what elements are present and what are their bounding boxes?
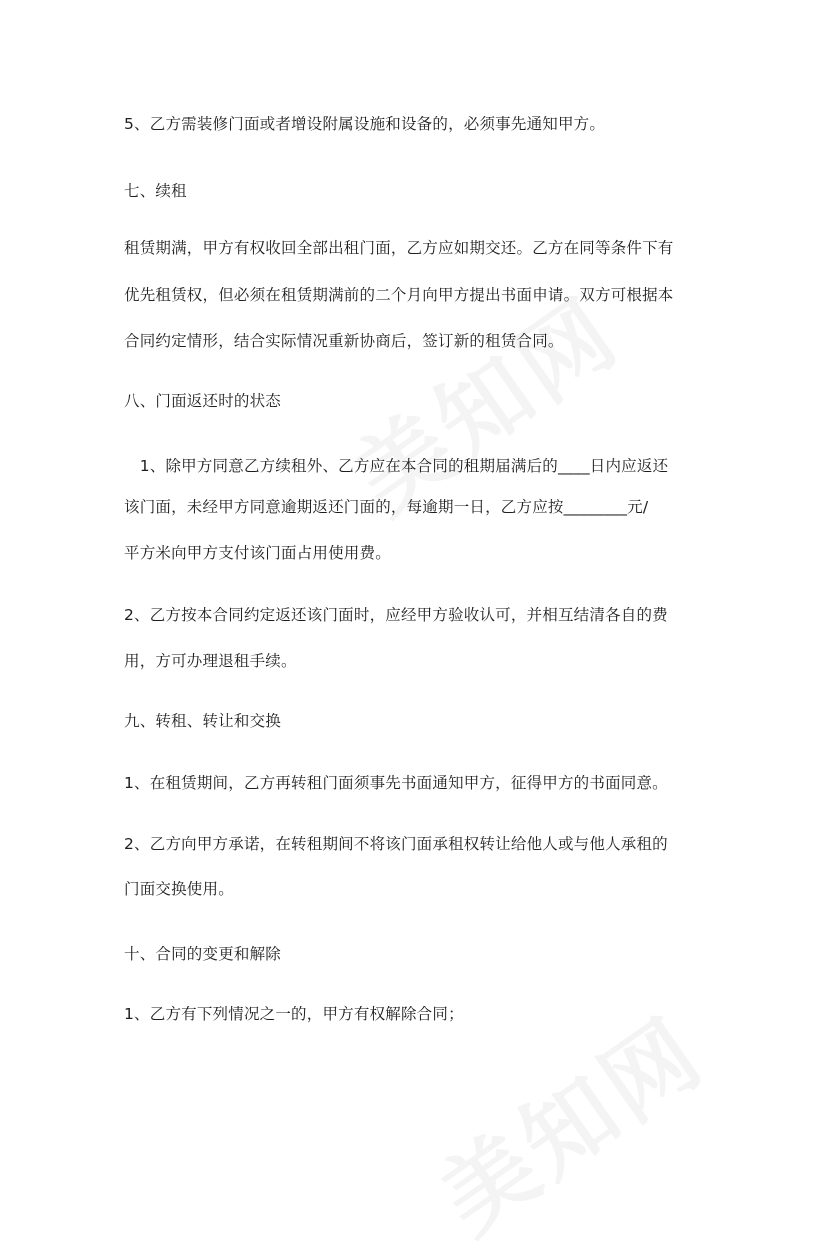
section-heading-renewal: 七、续租 bbox=[124, 182, 187, 200]
paragraph-line: 1、在租赁期间，乙方再转租门面须事先书面通知甲方，征得甲方的书面同意。 bbox=[124, 774, 668, 792]
paragraph-line: 该门面，未经甲方同意逾期返还门面的，每逾期一日，乙方应按________元/ bbox=[124, 498, 649, 516]
paragraph-line: 1、除甲方同意乙方续租外、乙方应在本合同的租期届满后的____日内应返还 bbox=[124, 457, 669, 475]
clause-5-decoration-notice: 5、乙方需装修门面或者增设附属设施和设备的，必须事先通知甲方。 bbox=[124, 115, 606, 133]
paragraph-line: 平方米向甲方支付该门面占用使用费。 bbox=[124, 544, 391, 562]
paragraph-line: 合同约定情形，结合实际情况重新协商后，签订新的租赁合同。 bbox=[124, 332, 564, 350]
paragraph-line: 1、乙方有下列情况之一的，甲方有权解除合同； bbox=[124, 1005, 464, 1023]
section-heading-sublease: 九、转租、转让和交换 bbox=[124, 712, 282, 730]
paragraph-line: 租赁期满，甲方有权收回全部出租门面，乙方应如期交还。乙方在同等条件下有 bbox=[124, 239, 674, 257]
section-heading-amendment: 十、合同的变更和解除 bbox=[124, 945, 282, 963]
paragraph-line: 用，方可办理退租手续。 bbox=[124, 652, 297, 670]
paragraph-line: 优先租赁权，但必须在租赁期满前的二个月向甲方提出书面申请。双方可根据本 bbox=[124, 286, 674, 304]
paragraph-line: 2、乙方按本合同约定返还该门面时，应经甲方验收认可，并相互结清各自的费 bbox=[124, 606, 668, 624]
paragraph-line: 门面交换使用。 bbox=[124, 880, 234, 898]
paragraph-line: 2、乙方向甲方承诺，在转租期间不将该门面承租权转让给他人或与他人承租的 bbox=[124, 835, 668, 853]
section-heading-return-state: 八、门面返还时的状态 bbox=[124, 392, 282, 410]
